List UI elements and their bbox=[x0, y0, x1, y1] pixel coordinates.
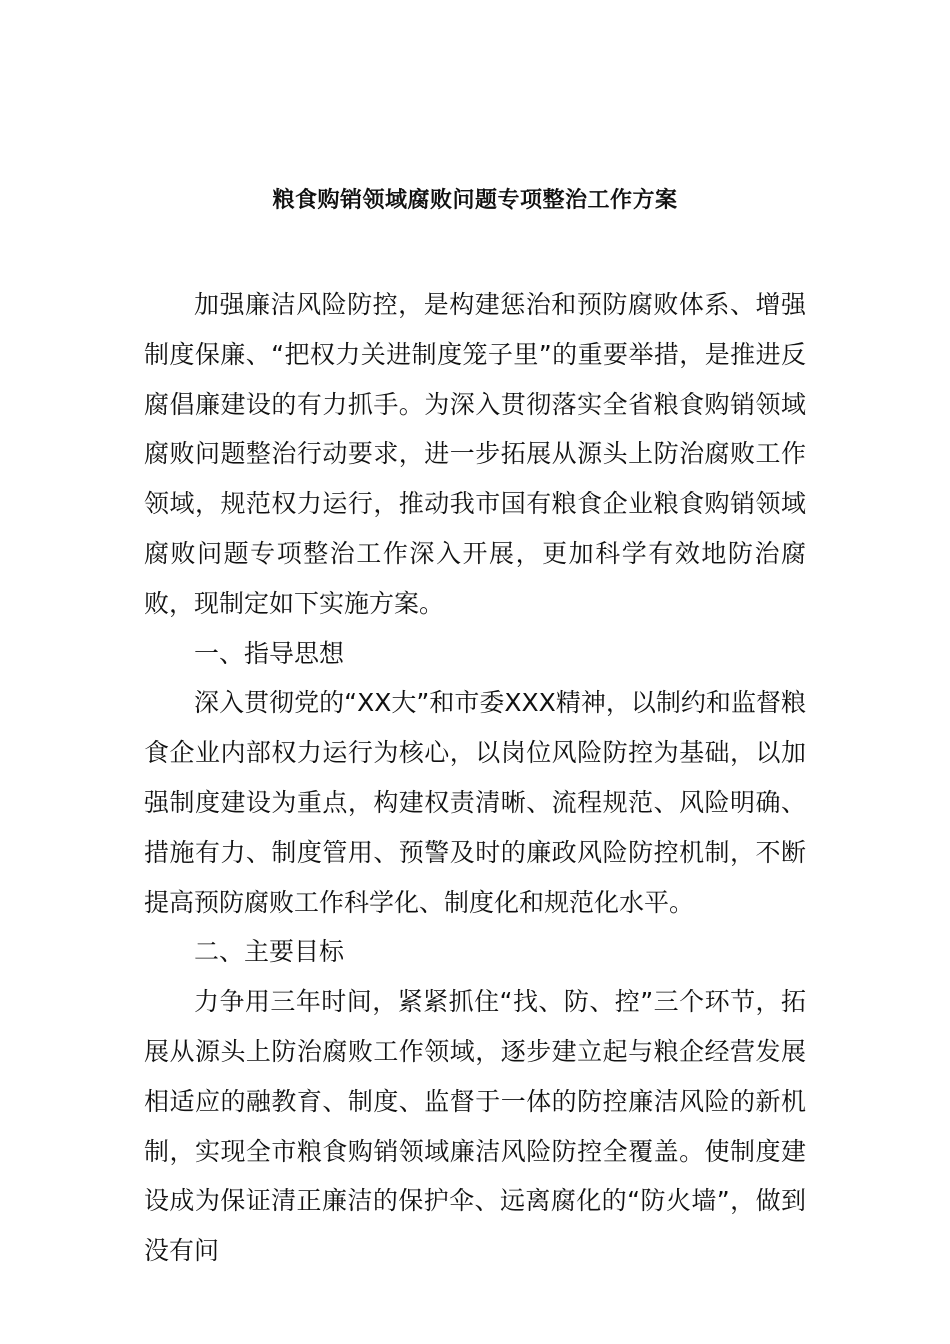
section-heading-guiding-thought: 一、指导思想 bbox=[194, 638, 345, 668]
document-body bbox=[144, 280, 806, 1276]
paragraph-intro: 加强廉洁风险防控，是构建惩治和预防腐败体系、增强制度保廉、“把权力关进制度笼子里”的重要举措，是推进反腐倡廉建设的有力抓手。为深入贯彻落实全省粮食购销领域腐败问题整治行动要求，进一步拓展从源头上防治腐败工作领域，规范权力运行，推动我市国有粮食企业粮食购销领域腐败问题专项整治工作深入开展，更加科学有效地防治腐败，现制定如下实施方案。 bbox=[144, 290, 806, 618]
paragraph-guiding-thought: 深入贯彻党的“XX大”和市委XXX精神，以制约和监督粮食企业内部权力运行为核心，以岗位风险防控为基础，以加强制度建设为重点，构建权责清晰、流程规范、风险明确、措施有力、制度管用、预警及时的廉政风险防控机制，不断提高预防腐败工作科学化、制度化和规范化水平。 bbox=[144, 688, 806, 917]
paragraph-main-goals: 力争用三年时间，紧紧抓住“找、防、控”三个环节，拓展从源头上防治腐败工作领域，逐步建立起与粮企经营发展相适应的融教育、制度、监督于一体的防控廉洁风险的新机制，实现全市粮食购销领域廉洁风险防控全覆盖。使制度建设成为保证清正廉洁的保护伞、远离腐化的“防火墙”，做到没有问 bbox=[144, 987, 806, 1266]
document-title: 粮食购销领域腐败问题专项整治工作方案 bbox=[272, 188, 678, 213]
section-heading-main-goals: 二、主要目标 bbox=[194, 937, 345, 967]
